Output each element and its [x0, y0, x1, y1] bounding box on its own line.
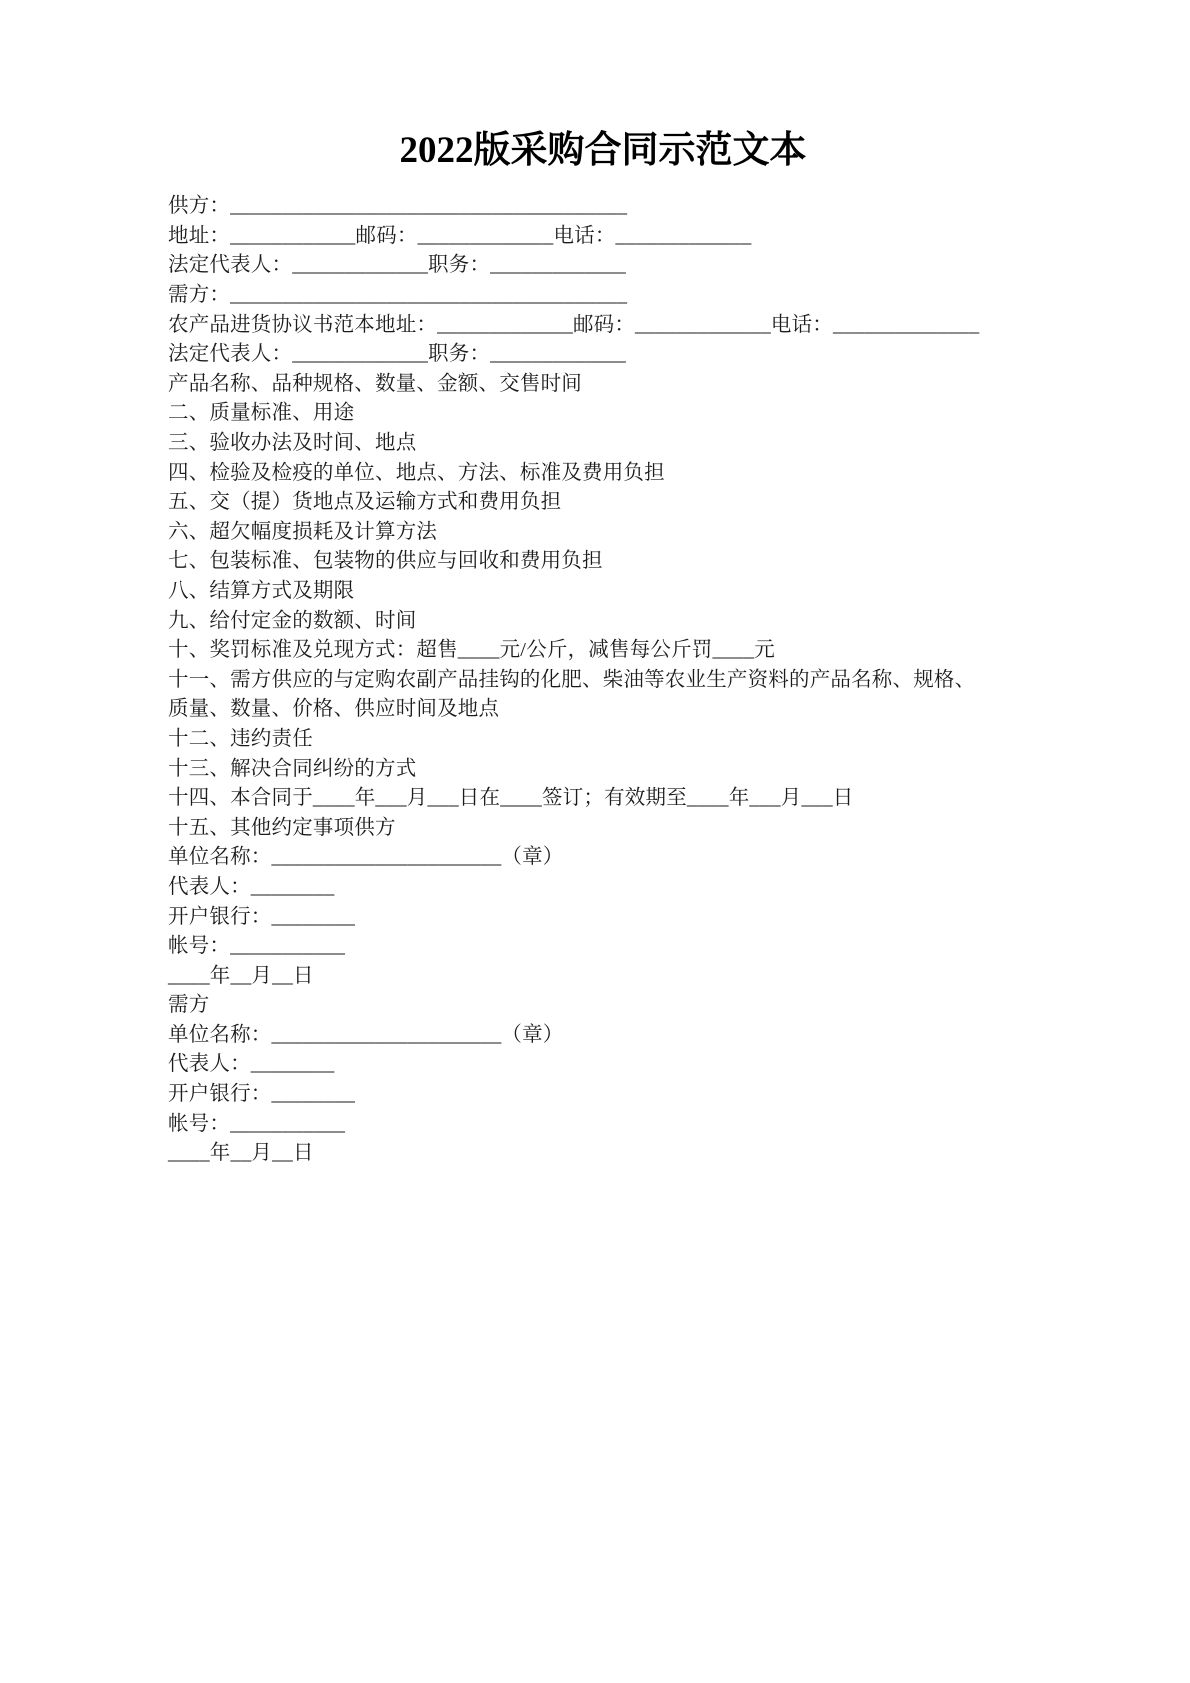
contract-clause-05: 五、交（提）货地点及运输方式和费用负担 — [168, 491, 562, 514]
buyer-signature-date: ____年__月__日 — [168, 1142, 314, 1165]
page-title: 2022版采购合同示范文本 — [399, 130, 807, 171]
contract-clause-13: 十三、解决合同纠纷的方式 — [168, 757, 417, 780]
supplier-bank-field: 开户银行：________ — [168, 905, 356, 928]
contract-line-buyer-name: 需方：______________________________________ — [168, 284, 628, 307]
contract-clause-06: 六、超欠幅度损耗及计算方法 — [168, 520, 438, 543]
supplier-unit-name-field: 单位名称：______________________（章） — [168, 846, 564, 869]
contract-clause-14: 十四、本合同于____年___月___日在____签订；有效期至____年___月___日 — [168, 787, 854, 810]
contract-line-supplier-legal-rep: 法定代表人：_____________职务：_____________ — [168, 254, 626, 277]
buyer-bank-field: 开户银行：________ — [168, 1083, 356, 1106]
buyer-section-heading: 需方 — [168, 994, 210, 1017]
contract-clause-08: 八、结算方式及期限 — [168, 579, 355, 602]
contract-clause-09: 九、给付定金的数额、时间 — [168, 609, 417, 632]
contract-line-buyer-legal-rep: 法定代表人：_____________职务：_____________ — [168, 343, 626, 366]
buyer-representative-field: 代表人：________ — [168, 1053, 335, 1076]
contract-clause-15: 十五、其他约定事项供方 — [168, 816, 396, 839]
contract-clause-01: 产品名称、品种规格、数量、金额、交售时间 — [168, 372, 582, 395]
contract-clause-12: 十二、违约责任 — [168, 727, 313, 750]
supplier-account-field: 帐号：___________ — [168, 935, 346, 958]
contract-clause-03: 三、验收办法及时间、地点 — [168, 432, 417, 454]
contract-clause-07: 七、包装标准、包装物的供应与回收和费用负担 — [168, 550, 603, 573]
contract-line-buyer-address: 农产品进货协议书范本地址：_____________邮码：_____________电话：______________ — [168, 313, 980, 336]
contract-clause-02: 二、质量标准、用途 — [168, 402, 355, 425]
contract-line-list — [168, 192, 1028, 1169]
contract-clause-04: 四、检验及检疫的单位、地点、方法、标准及费用负担 — [168, 461, 665, 484]
supplier-signature-date: ____年__月__日 — [168, 964, 314, 987]
contract-clause-11-continuation: 质量、数量、价格、供应时间及地点 — [168, 698, 500, 721]
contract-line-supplier-address: 地址：____________邮码：_____________电话：_____________ — [168, 224, 752, 247]
contract-clause-11: 十一、需方供应的与定购农副产品挂钩的化肥、柴油等农业生产资料的产品名称、规格、 — [168, 668, 976, 691]
supplier-representative-field: 代表人：________ — [168, 875, 335, 898]
document-body — [168, 128, 1028, 1169]
buyer-unit-name-field: 单位名称：______________________（章） — [168, 1023, 564, 1046]
contract-clause-10: 十、奖罚标准及兑现方式：超售____元/公斤，减售每公斤罚____元 — [168, 639, 775, 662]
contract-line-supplier-name: 供方：______________________________________ — [168, 195, 628, 218]
buyer-account-field: 帐号：___________ — [168, 1112, 346, 1135]
